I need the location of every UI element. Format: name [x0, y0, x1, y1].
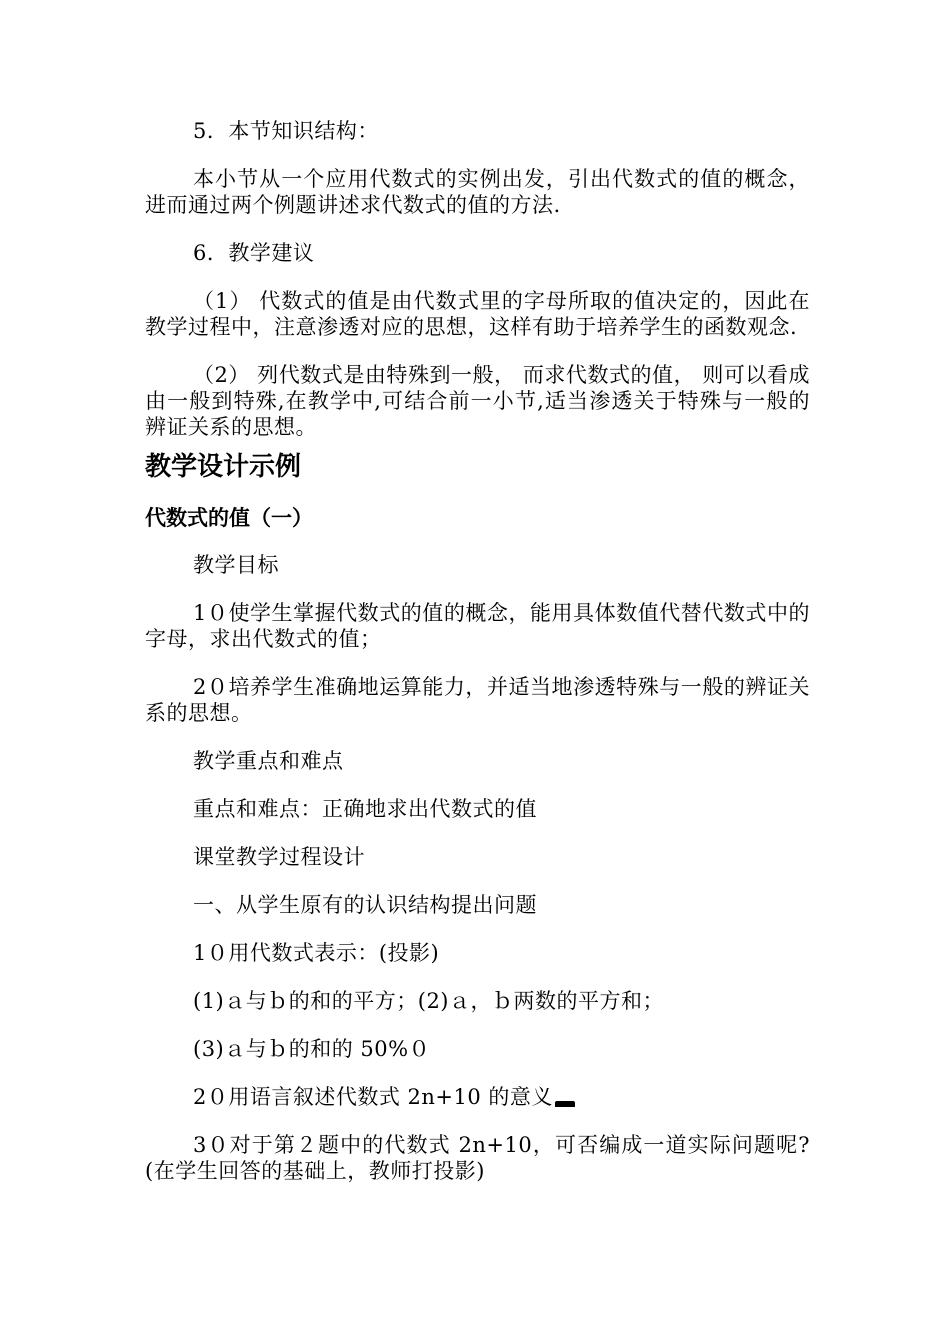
section6-title: 6．教学建议	[193, 241, 315, 265]
suggestion-2: （2） 列代数式是由特殊到一般， 而求代数式的值， 则可以看成由一般到特殊,在教学中,可结合前一小节,适当渗透关于特殊与一般的辨证关系的思想。	[145, 363, 810, 439]
question-1-items-b: (3)ａ与ｂ的和的 50%０	[193, 1037, 431, 1061]
ink-mark	[555, 1101, 575, 1107]
goal-2: 2０培养学生准确地运算能力，并适当地渗透特殊与一般的辨证关系的思想。	[145, 675, 810, 725]
lesson-title: 代数式的值（一）	[145, 506, 313, 530]
goal-1: 1０使学生掌握代数式的值的概念，能用具体数值代替代数式中的字母，求出代数式的值；	[145, 601, 810, 651]
key-title: 教学重点和难点	[193, 749, 344, 773]
document-page	[145, 118, 810, 1184]
part1-title: 一、从学生原有的认识结构提出问题	[193, 893, 537, 917]
process-title: 课堂教学过程设计	[193, 845, 365, 869]
question-1: 1０用代数式表示：(投影)	[193, 941, 440, 965]
section5-body: 本小节从一个应用代数式的实例出发，引出代数式的值的概念，进而通过两个例题讲述求代数式的值的方法.	[145, 167, 810, 217]
key-body: 重点和难点：正确地求出代数式的值	[193, 797, 537, 821]
question-3: 3０对于第２题中的代数式 2n+10，可否编成一道实际问题呢?(在学生回答的基础上，教师打投影)	[145, 1133, 810, 1183]
question-1-items-a: (1)ａ与ｂ的和的平方；(2)ａ，ｂ两数的平方和；	[193, 989, 664, 1013]
section5-title: 5．本节知识结构：	[193, 119, 379, 143]
suggestion-1: （1） 代数式的值是由代数式里的字母所取的值决定的，因此在教学过程中，注意渗透对应的思想，这样有助于培养学生的函数观念.	[145, 289, 810, 339]
question-2: 2０用语言叙述代数式 2n+10 的意义	[193, 1085, 553, 1109]
goals-title: 教学目标	[193, 553, 279, 577]
design-heading: 教学设计示例	[145, 452, 302, 482]
question-2-line	[145, 1084, 810, 1110]
